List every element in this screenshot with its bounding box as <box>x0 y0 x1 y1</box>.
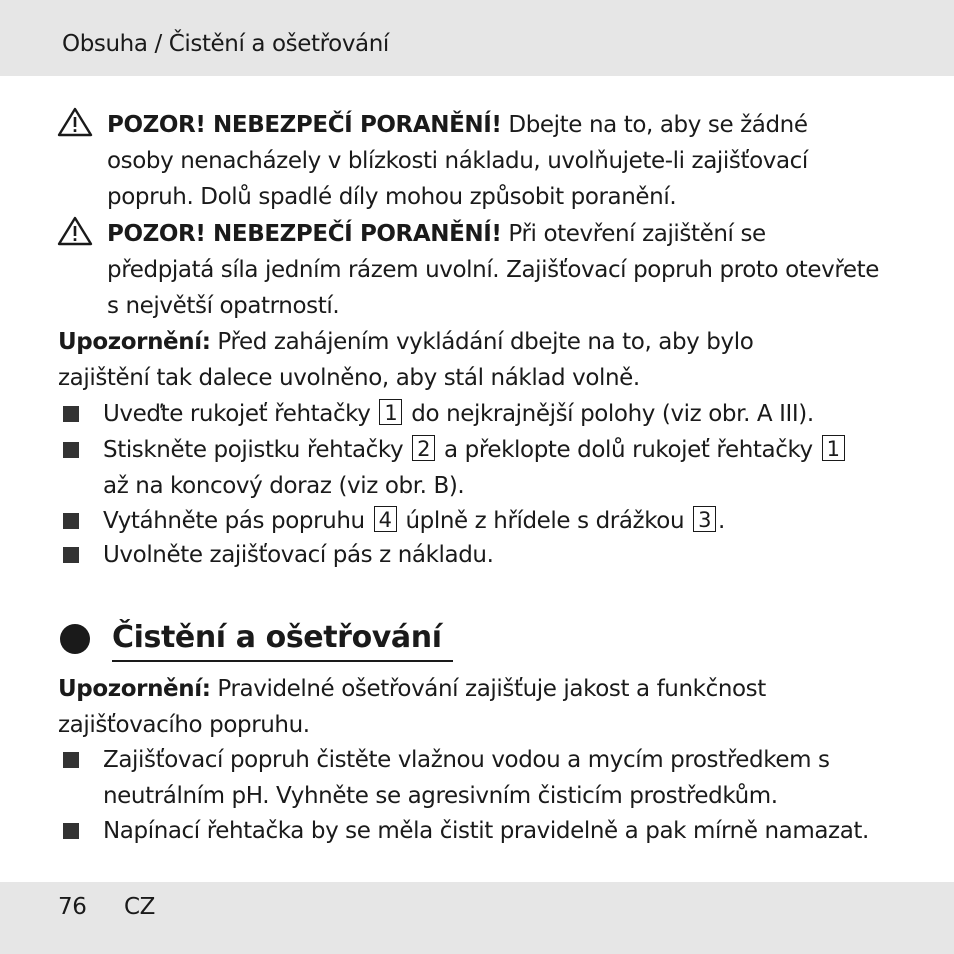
square-bullet-icon <box>63 547 79 563</box>
warning-2-label: POZOR! NEBEZPEČÍ PORANĚNÍ! <box>107 221 502 247</box>
square-bullet-icon <box>63 823 79 839</box>
ref-box: 3 <box>693 506 716 532</box>
step-3 <box>103 506 725 536</box>
care-1-line-2: neutrálním pH. Vyhněte se agresivním čisticím prostředkům. <box>103 783 778 809</box>
note-2-label: Upozornění: <box>58 676 211 702</box>
step-4: Uvolněte zajišťovací pás z nákladu. <box>103 542 494 568</box>
note-1-label: Upozornění: <box>58 329 211 355</box>
square-bullet-icon <box>63 406 79 422</box>
warning-1-line-3: popruh. Dolů spadlé díly mohou způsobit poranění. <box>107 184 677 210</box>
step-1 <box>103 399 814 429</box>
note-2-line-2: zajišťovacího popruhu. <box>58 712 310 738</box>
warning-triangle-icon <box>57 216 93 246</box>
note-1-line-1 <box>58 327 753 357</box>
warning-2-text: Při otevření zajištění se <box>501 221 766 247</box>
section-title-underline <box>112 660 453 662</box>
warning-1-line-1 <box>107 110 808 140</box>
step-1-text-a: Uveďte rukojeť řehtačky <box>103 401 378 427</box>
step-2-text-a: Stiskněte pojistku řehtačky <box>103 437 411 463</box>
square-bullet-icon <box>63 752 79 768</box>
warning-2-line-3: s největší opatrností. <box>107 293 340 319</box>
note-2-line-1 <box>58 674 766 704</box>
step-3-text-a: Vytáhněte pás popruhu <box>103 508 372 534</box>
step-3-text-c: . <box>718 508 725 534</box>
note-2-text: Pravidelné ošetřování zajišťuje jakost a funkčnost <box>210 676 766 702</box>
square-bullet-icon <box>63 513 79 529</box>
step-3-text-b: úplně z hřídele s drážkou <box>398 508 692 534</box>
language-code: CZ <box>124 894 156 920</box>
ref-box: 1 <box>822 435 845 461</box>
step-2-text-b: a překlopte dolů rukojeť řehtačky <box>437 437 820 463</box>
page-number: 76 <box>58 894 87 920</box>
warning-1-line-2: osoby nenacházely v blízkosti nákladu, uvolňujete-li zajišťovací <box>107 148 808 174</box>
warning-2-line-1 <box>107 219 766 249</box>
header-title: Obsuha / Čistění a ošetřování <box>62 31 389 57</box>
warning-triangle-icon <box>57 107 93 137</box>
step-2 <box>103 435 847 465</box>
step-1-text-b: do nejkrajnější polohy (viz obr. A III). <box>404 401 814 427</box>
warning-2-line-2: předpjatá síla jedním rázem uvolní. Zajišťovací popruh proto otevřete <box>107 257 880 283</box>
ref-box: 1 <box>379 399 402 425</box>
warning-1-text: Dbejte na to, aby se žádné <box>501 112 808 138</box>
ref-box: 4 <box>374 506 397 532</box>
note-1-text: Před zahájením vykládání dbejte na to, aby bylo <box>210 329 754 355</box>
care-2-line-1: Napínací řehtačka by se měla čistit pravidelně a pak mírně namazat. <box>103 818 869 844</box>
care-1-line-1: Zajišťovací popruh čistěte vlažnou vodou a mycím prostředkem s <box>103 747 830 773</box>
note-1-line-2: zajištění tak dalece uvolněno, aby stál náklad volně. <box>58 365 640 391</box>
warning-1-label: POZOR! NEBEZPEČÍ PORANĚNÍ! <box>107 112 502 138</box>
square-bullet-icon <box>63 442 79 458</box>
filled-circle-icon <box>60 624 90 654</box>
step-2-line-2: až na koncový doraz (viz obr. B). <box>103 473 465 499</box>
ref-box: 2 <box>412 435 435 461</box>
section-title: Čistění a ošetřování <box>112 620 442 655</box>
